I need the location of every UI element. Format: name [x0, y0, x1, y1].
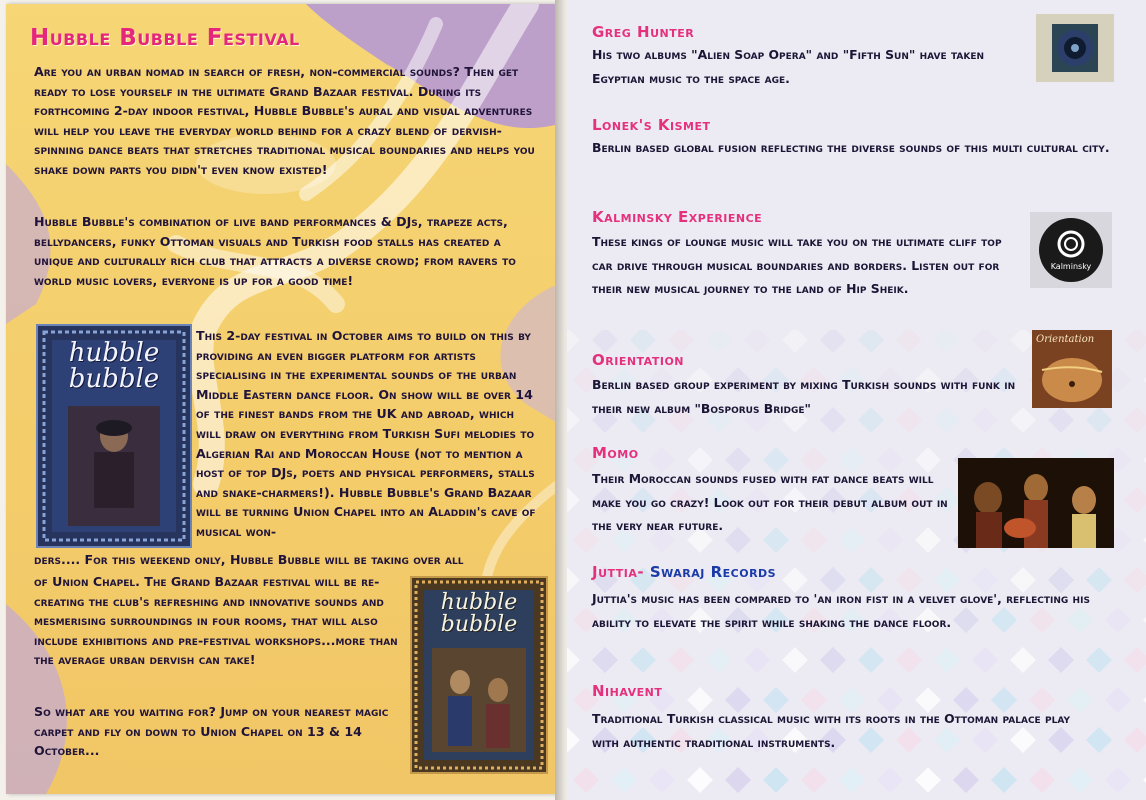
diamond-shape [567, 727, 580, 753]
diamond-shape [820, 647, 846, 673]
kalminsky-logo-image [1030, 212, 1112, 288]
swaraj-records-label: Swaraj Records [649, 563, 777, 581]
diamond-shape [1124, 330, 1146, 353]
band-name-nihavent: Nihavent [592, 682, 663, 700]
hubble-bubble-photo-image [410, 576, 548, 774]
kalminsky-logo-text: Kalminsky [1050, 262, 1092, 271]
band-name-kalminsky-experience: Kalminsky Experience [592, 208, 763, 226]
diamond-shape [668, 647, 694, 673]
band-name-momo: Momo [592, 444, 639, 462]
union-chapel-paragraph: of Union Chapel. The Grand Bazaar festival will be re-creating the club's refreshing and innovative sounds and mesmerising surroundings in four rooms, that will also include exhibitions and pre-festival workshops...more than the average urban dervish can take! [34, 574, 398, 668]
festival-details-continued: ders.... For this weekend only, Hubble Bubble will be taking over all [34, 552, 464, 567]
diamond-shape [687, 767, 713, 793]
right-page [567, 0, 1146, 800]
closing-paragraph: So what are you waiting for? Jump on your nearest magic carpet and fly on down to Union Chapel on 13 & 14 October... [34, 704, 389, 759]
band-name-juttia [592, 563, 776, 581]
diamond-shape [934, 647, 960, 673]
diamond-shape [953, 767, 979, 793]
diamond-shape [1124, 407, 1146, 433]
band-desc-orientation: Berlin based group experiment by mixing Turkish sounds with funk in their new album "Bosporus Bridge" [592, 377, 1016, 416]
momo-band-photo [958, 458, 1114, 548]
diamond-shape [1124, 487, 1146, 513]
diamond-shape [991, 767, 1017, 793]
diamond-shape [1105, 687, 1131, 713]
diamond-shape [592, 647, 618, 673]
left-page [6, 4, 559, 794]
diamond-shape [839, 767, 865, 793]
intro-paragraph: Are you an urban nomad in search of fresh, non-commercial sounds? Then get ready to lose yourself in the ultimate Grand Bazaar festival. During its forthcoming 2-day indoor festival, Hubble Bubble's aural and visual adventures will help you leave the everyday world behind for a crazy blend of dervish-spinning dance beats that stretches traditional musical boundaries and helps you shake down parts you didn't even know existed! [34, 64, 535, 177]
diamond-shape [1105, 607, 1131, 633]
poster-title-text: hubble bubble [68, 338, 160, 394]
diamond-shape [1086, 407, 1112, 433]
diamond-shape [1086, 647, 1112, 673]
band-name-loneks-kismet: Lonek's Kismet [592, 116, 711, 134]
band-desc-kalminsky-experience: These kings of lounge music will take you on the ultimate cliff top car drive through musical boundaries and borders. Listen out for their new musical journey to the land of Hip Sheik. [592, 234, 1002, 296]
diamond-shape [934, 330, 960, 353]
diamond-shape [801, 767, 827, 793]
diamond-shape [706, 647, 732, 673]
band-desc-juttia: Juttia's music has been compared to 'an iron fist in a velvet glove', reflecting his ability to elevate the spirit while shaking the dance floor. [592, 591, 1090, 630]
diamond-shape [1105, 767, 1131, 793]
diamond-shape [763, 767, 789, 793]
diamond-shape [1029, 767, 1055, 793]
diamond-shape [649, 767, 675, 793]
combination-paragraph: Hubble Bubble's combination of live band performances & DJs, trapeze acts, bellydancers, funky Ottoman visuals and Turkish food stalls has created a unique and culturally rich club that attracts a diverse crowd; from ravers to world music lovers, everyone is up for a good time! [34, 214, 516, 288]
diamond-shape [1124, 647, 1146, 673]
orientation-album-image [1032, 330, 1112, 408]
diamond-shape [573, 767, 599, 793]
diamond-shape [858, 647, 884, 673]
festival-details-paragraph: This 2-day festival in October aims to build on this by providing an even bigger platform for artists specialising in the experimental sounds of the urban Middle Eastern dance floor. On show will be over 14 of the finest bands from the UK and abroad, which will draw on everything from Turkish Sufi melodies to Algerian Rai and Moroccan House (not to mention a host of top DJs, poets and physical performers, stalls and snake-charmers!). Hubble Bubble's Grand Bazaar will be turning Union Chapel into an Aladdin's cave of musical won- [196, 328, 536, 539]
diamond-shape [630, 330, 656, 353]
diamond-shape [611, 767, 637, 793]
diamond-shape [782, 330, 808, 353]
band-desc-loneks-kismet: Berlin based global fusion reflecting the diverse sounds of this multi cultural city. [592, 140, 1110, 155]
diamond-shape [877, 767, 903, 793]
diamond-shape [567, 487, 580, 513]
band-name-greg-hunter: Greg Hunter [592, 23, 695, 41]
diamond-shape [915, 767, 941, 793]
hubble-bubble-poster-image [36, 324, 192, 548]
diamond-shape [744, 647, 770, 673]
diamond-shape [896, 647, 922, 673]
diamond-shape [706, 330, 732, 353]
diamond-shape [820, 330, 846, 353]
photo-title-text: hubble bubble [440, 590, 518, 637]
festival-title: Hubble Bubble Festival [30, 25, 300, 51]
diamond-shape [896, 330, 922, 353]
diamond-shape [567, 647, 580, 673]
diamond-shape [1048, 407, 1074, 433]
diamond-shape [1010, 647, 1036, 673]
diamond-shape [668, 330, 694, 353]
band-desc-momo: Their Moroccan sounds fused with fat dance beats will make you go crazy! Look out for their debut album out in the very near future. [592, 471, 948, 533]
diamond-shape [782, 647, 808, 673]
diamond-shape [744, 330, 770, 353]
diamond-shape [858, 330, 884, 353]
diamond-shape [1067, 767, 1093, 793]
diamond-shape [1124, 567, 1146, 593]
diamond-shape [567, 330, 580, 353]
diamond-shape [725, 767, 751, 793]
diamond-shape [592, 330, 618, 353]
greg-hunter-album-image [1036, 14, 1114, 82]
band-desc-greg-hunter: His two albums "Alien Soap Opera" and "Fifth Sun" have taken Egyptian music to the space age. [592, 47, 985, 86]
diamond-shape [567, 407, 580, 433]
diamond-shape [1048, 647, 1074, 673]
diamond-shape [972, 330, 998, 353]
diamond-shape [972, 647, 998, 673]
band-name-orientation: Orientation [592, 351, 684, 369]
band-desc-nihavent: Traditional Turkish classical music with its roots in the Ottoman palace play with authentic traditional instruments. [592, 711, 1070, 750]
diamond-shape [567, 567, 580, 593]
juttia-name: Juttia- [592, 563, 645, 581]
diamond-shape [630, 647, 656, 673]
orientation-title-text: Orientation [1036, 334, 1095, 345]
diamond-shape [1124, 727, 1146, 753]
